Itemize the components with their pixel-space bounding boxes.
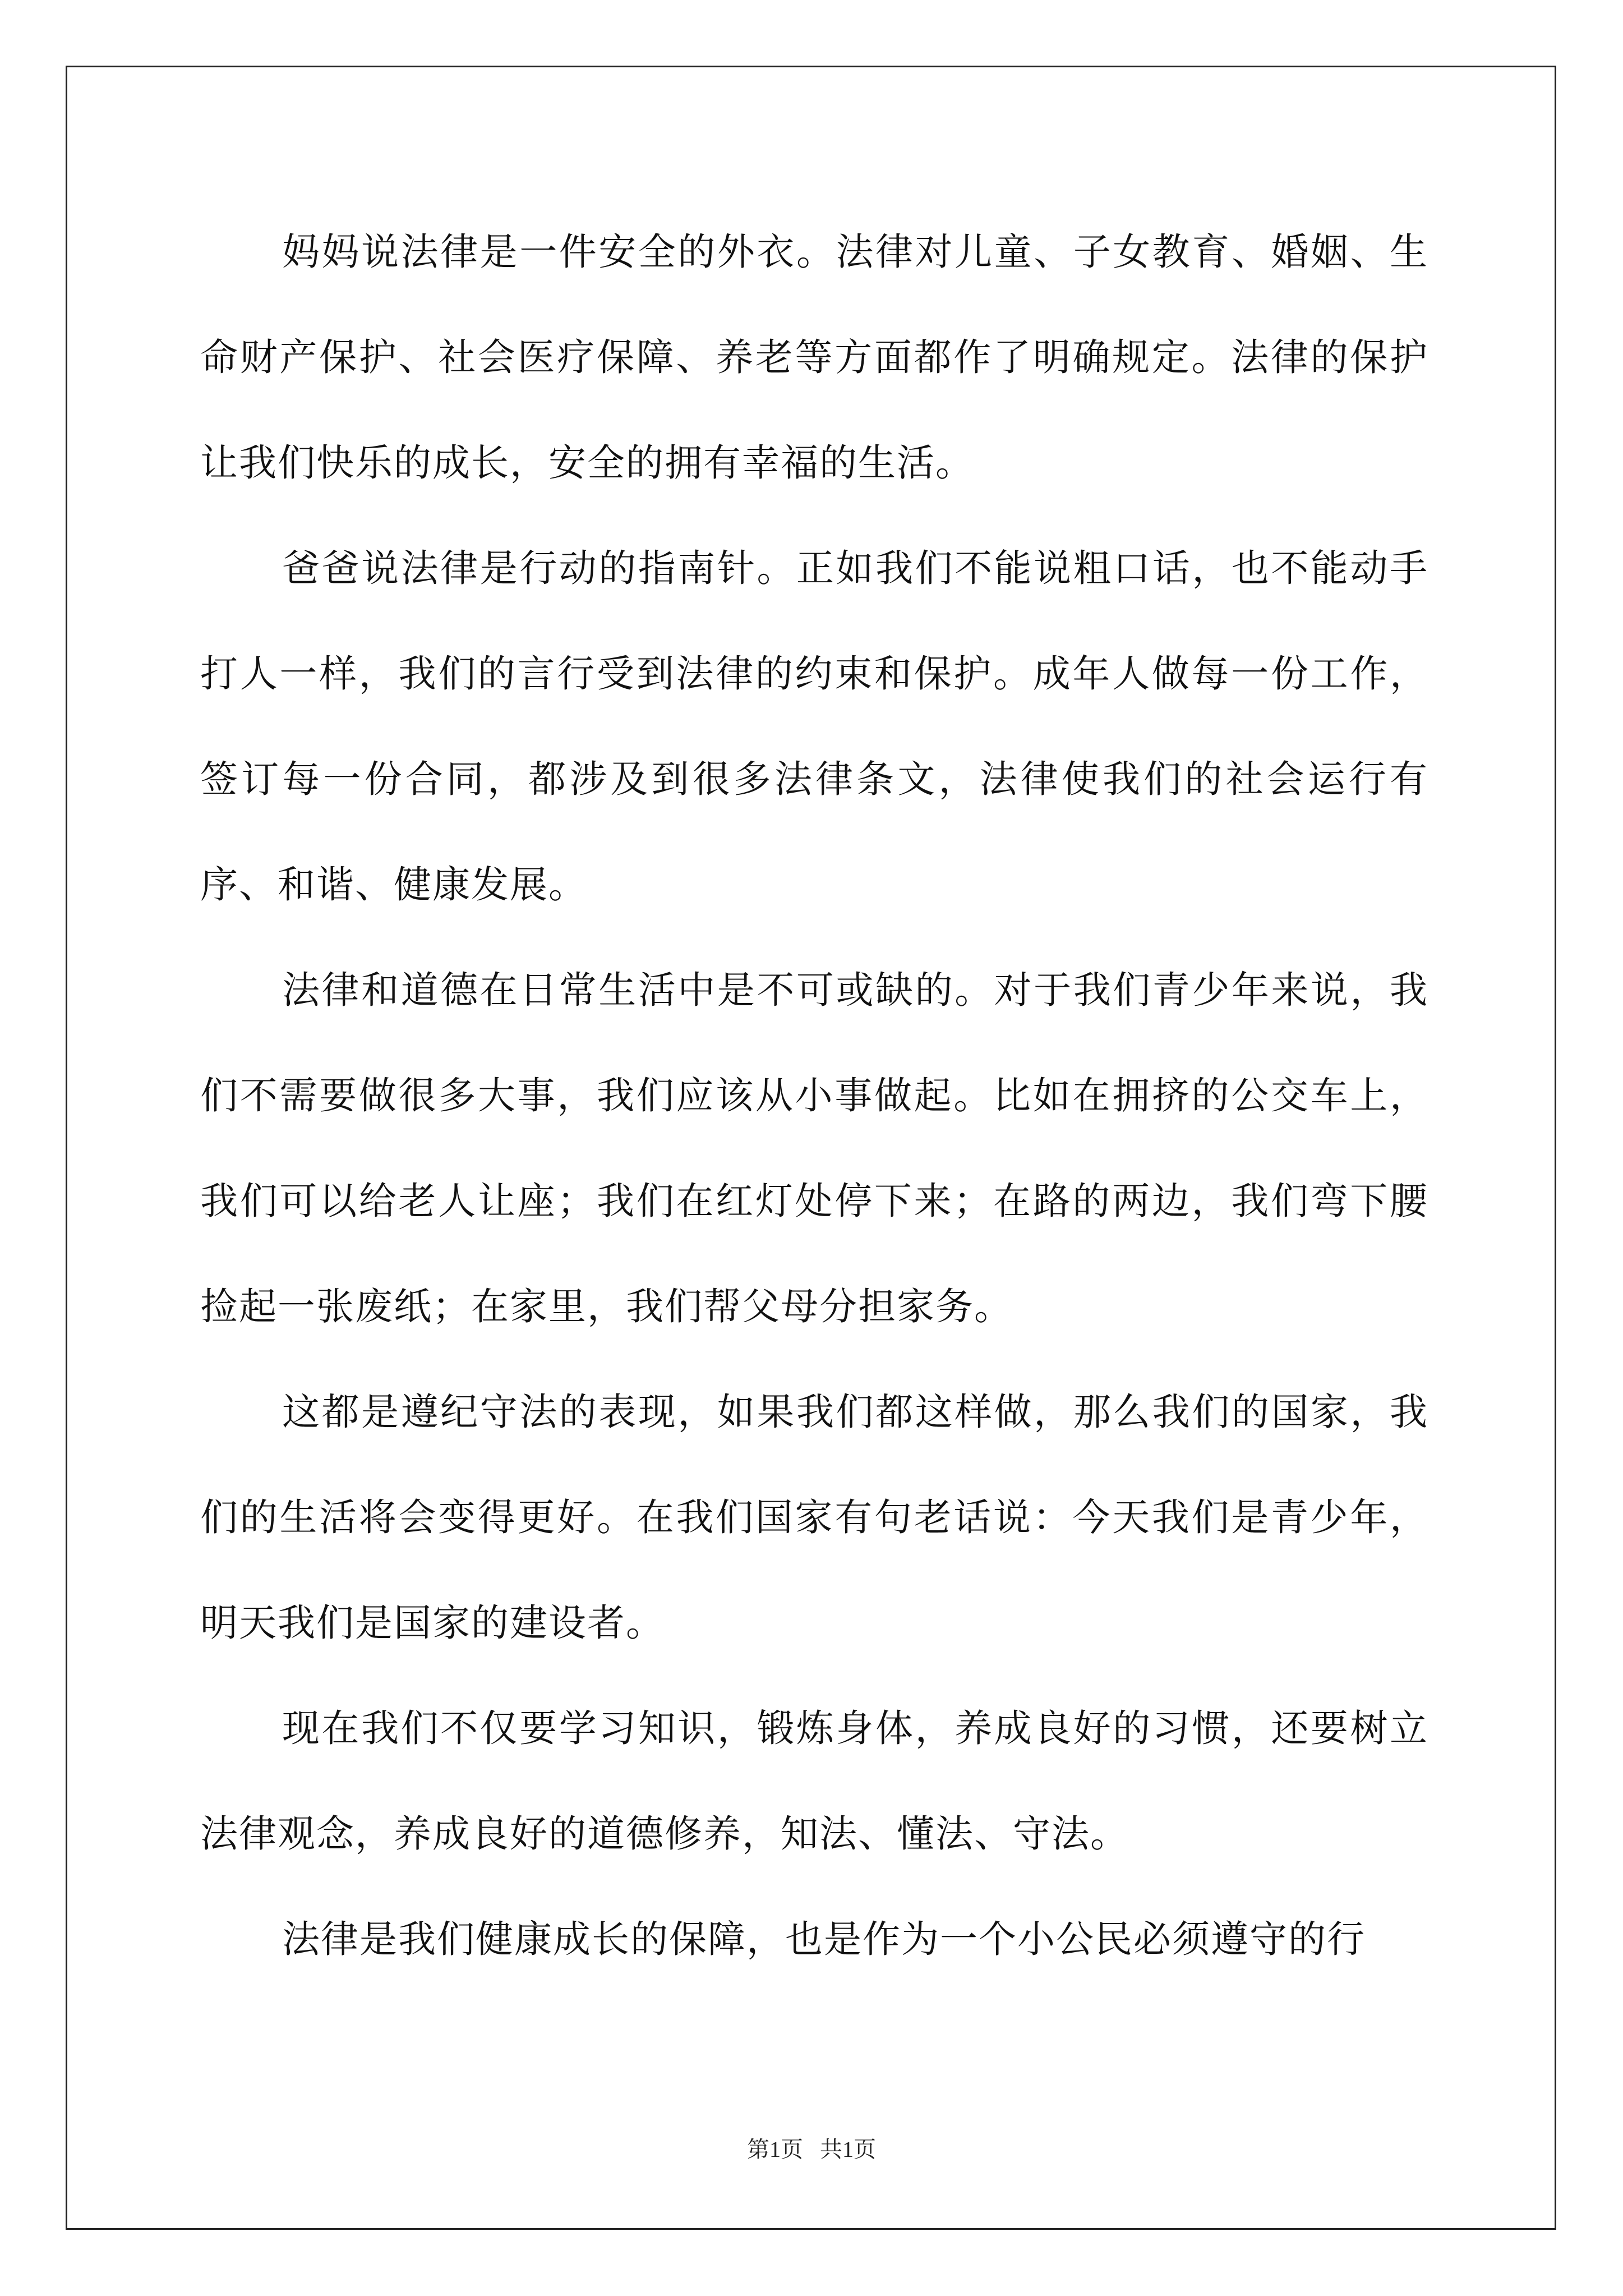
page-number-footer: 第1页 共1页 xyxy=(747,2137,876,2162)
paragraph-2: 爸爸说法律是行动的指南针。正如我们不能说粗口话，也不能动手打人一样，我们的言行受到法律的约束和保护。成年人做每一份工作，签订每一份合同，都涉及到很多法律条文，法律使我们的社会运行有序、和谐、健康发展。 xyxy=(200,546,1428,907)
paragraph-6: 法律是我们健康成长的保障，也是作为一个小公民必须遵守的行 xyxy=(282,1917,1366,1961)
document-body xyxy=(200,199,1428,1992)
paragraph-5: 现在我们不仅要学习知识，锻炼身体，养成良好的习惯，还要树立法律观念，养成良好的道德修养，知法、懂法、守法。 xyxy=(200,1706,1428,1856)
paragraph-3: 法律和道德在日常生活中是不可或缺的。对于我们青少年来说，我们不需要做很多大事，我们应该从小事做起。比如在拥挤的公交车上，我们可以给老人让座；我们在红灯处停下来；在路的两边，我们弯下腰捡起一张废纸；在家里，我们帮父母分担家务。 xyxy=(200,968,1428,1328)
paragraph-1: 妈妈说法律是一件安全的外衣。法律对儿童、子女教育、婚姻、生命财产保护、社会医疗保障、养老等方面都作了明确规定。法律的保护让我们快乐的成长，安全的拥有幸福的生活。 xyxy=(200,230,1428,485)
paragraph-4: 这都是遵纪守法的表现，如果我们都这样做，那么我们的国家，我们的生活将会变得更好。在我们国家有句老话说：今天我们是青少年，明天我们是国家的建设者。 xyxy=(200,1390,1428,1645)
